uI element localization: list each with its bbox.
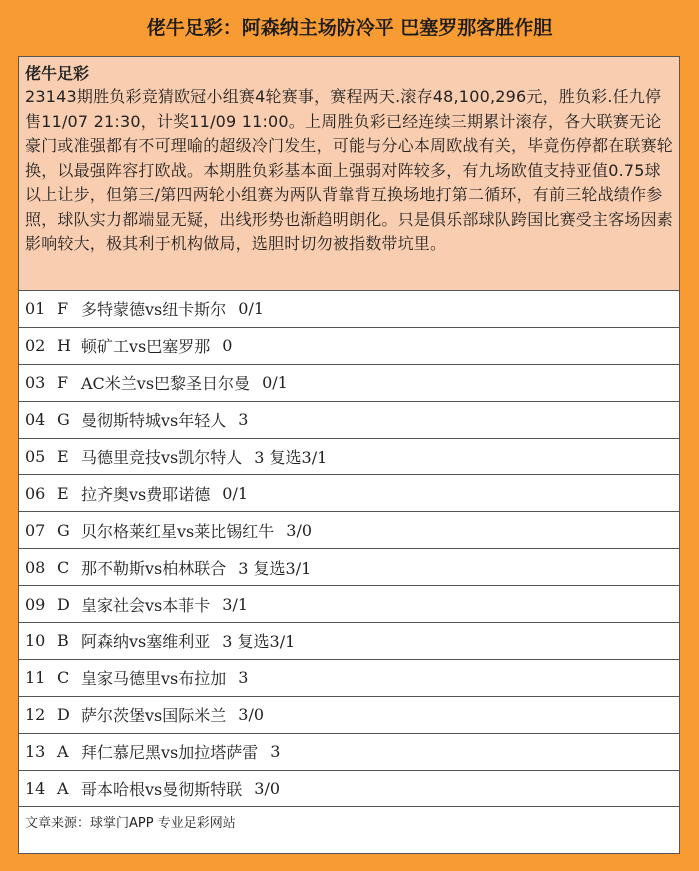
match-pick: 3 复选3/1 — [254, 448, 328, 467]
match-row — [19, 439, 679, 476]
match-row — [19, 549, 679, 586]
match-teams: 顿矿工vs巴塞罗那 — [81, 337, 211, 357]
match-list — [19, 291, 679, 807]
match-group: B — [57, 631, 69, 651]
match-group: A — [57, 779, 69, 799]
match-teams: 拉齐奥vs费耶诺德 — [81, 484, 211, 504]
match-pick: 3 — [238, 668, 249, 688]
match-teams: 贝尔格莱红星vs莱比锡红牛 — [81, 521, 275, 541]
match-group: E — [57, 483, 69, 503]
intro-text: 23143期胜负彩竞猜欧冠小组赛4轮赛事，赛程两天.滚存48,100,296元，胜负彩.任九停售11/07 21:30，计奖11/09 11:00。上周胜负彩已经连续三期累计滚存，各大联赛无论豪门或准强都有不可理喻的超级冷门发生，可能与分心本周欧战有关，毕竟伤停都在联赛轮换，以最强阵容打欧战。本期胜负彩基本面上强弱对阵较多，有九场欧值支持亚值0.75球以上让步，但第三/第四两轮小组赛为两队背靠背互换场地打第二循环，有前三轮战绩作参照，球队实力都端显无疑，出线形势也渐趋明朗化。只是俱乐部球队跨国比赛受主客场因素影响较大，极其利于机构做局，选胆时切勿被指数带坑里。 — [25, 87, 674, 253]
match-number: 05 — [25, 447, 46, 466]
source-footer: 文章来源：球掌门APP 专业足彩网站 — [25, 815, 236, 831]
match-number: 11 — [25, 668, 46, 688]
match-number: 01 — [25, 299, 46, 319]
match-group: C — [57, 668, 70, 688]
match-row — [19, 402, 679, 439]
match-number: 10 — [25, 631, 46, 651]
match-number: 07 — [25, 520, 46, 540]
match-row — [19, 623, 679, 660]
match-number: 08 — [25, 557, 46, 577]
match-teams: 萨尔茨堡vs国际米兰 — [81, 706, 227, 726]
match-row — [19, 771, 679, 808]
match-teams: 拜仁慕尼黑vs加拉塔萨雷 — [81, 743, 259, 763]
match-teams: 皇家社会vs本菲卡 — [81, 595, 211, 615]
match-group: D — [57, 705, 70, 725]
content-card — [18, 56, 680, 854]
match-number: 12 — [25, 705, 46, 725]
match-row — [19, 291, 679, 328]
match-teams: 多特蒙德vs纽卡斯尔 — [81, 300, 227, 320]
match-pick: 3/1 — [222, 594, 249, 614]
match-row — [19, 512, 679, 549]
match-group: H — [57, 336, 71, 356]
match-pick: 3 — [270, 742, 281, 762]
match-teams: 哥本哈根vs曼彻斯特联 — [81, 780, 243, 800]
match-group: D — [57, 594, 70, 614]
match-teams: AC米兰vs巴黎圣日尔曼 — [81, 374, 251, 394]
match-pick: 3/0 — [254, 779, 281, 799]
match-row — [19, 697, 679, 734]
match-teams: 阿森纳vs塞维利亚 — [81, 632, 211, 652]
intro-section — [19, 57, 679, 291]
match-pick: 3 — [238, 410, 249, 430]
match-row — [19, 328, 679, 365]
match-pick: 0/1 — [222, 483, 249, 503]
match-number: 03 — [25, 373, 46, 393]
match-number: 13 — [25, 742, 46, 762]
match-number: 04 — [25, 410, 46, 430]
intro-author: 佬牛足彩 — [25, 64, 90, 83]
match-pick: 3 复选3/1 — [238, 558, 312, 578]
match-group: A — [57, 742, 69, 762]
match-pick: 0 — [222, 336, 233, 356]
match-group: E — [57, 447, 69, 466]
match-row — [19, 660, 679, 697]
match-pick: 3/0 — [238, 705, 265, 725]
match-group: F — [57, 373, 69, 393]
match-pick: 0/1 — [262, 373, 288, 393]
match-row — [19, 734, 679, 771]
match-number: 09 — [25, 594, 46, 614]
match-pick: 3 复选3/1 — [222, 632, 296, 652]
match-row — [19, 365, 679, 402]
match-group: G — [57, 520, 70, 540]
match-pick: 0/1 — [238, 299, 265, 319]
page-title: 佬牛足彩：阿森纳主场防冷平 巴塞罗那客胜作胆 — [146, 16, 553, 39]
match-pick: 3/0 — [286, 520, 313, 540]
match-teams: 曼彻斯特城vs年轻人 — [81, 411, 227, 431]
match-number: 02 — [25, 336, 46, 356]
match-number: 06 — [25, 483, 46, 503]
match-teams: 皇家马德里vs布拉加 — [81, 669, 227, 689]
match-teams: 马德里竞技vs凯尔特人 — [81, 448, 243, 467]
match-number: 14 — [25, 779, 46, 799]
match-group: F — [57, 299, 69, 319]
match-group: C — [57, 557, 70, 577]
match-row — [19, 475, 679, 512]
match-group: G — [57, 410, 70, 430]
match-row — [19, 586, 679, 623]
match-teams: 那不勒斯vs柏林联合 — [81, 558, 227, 578]
